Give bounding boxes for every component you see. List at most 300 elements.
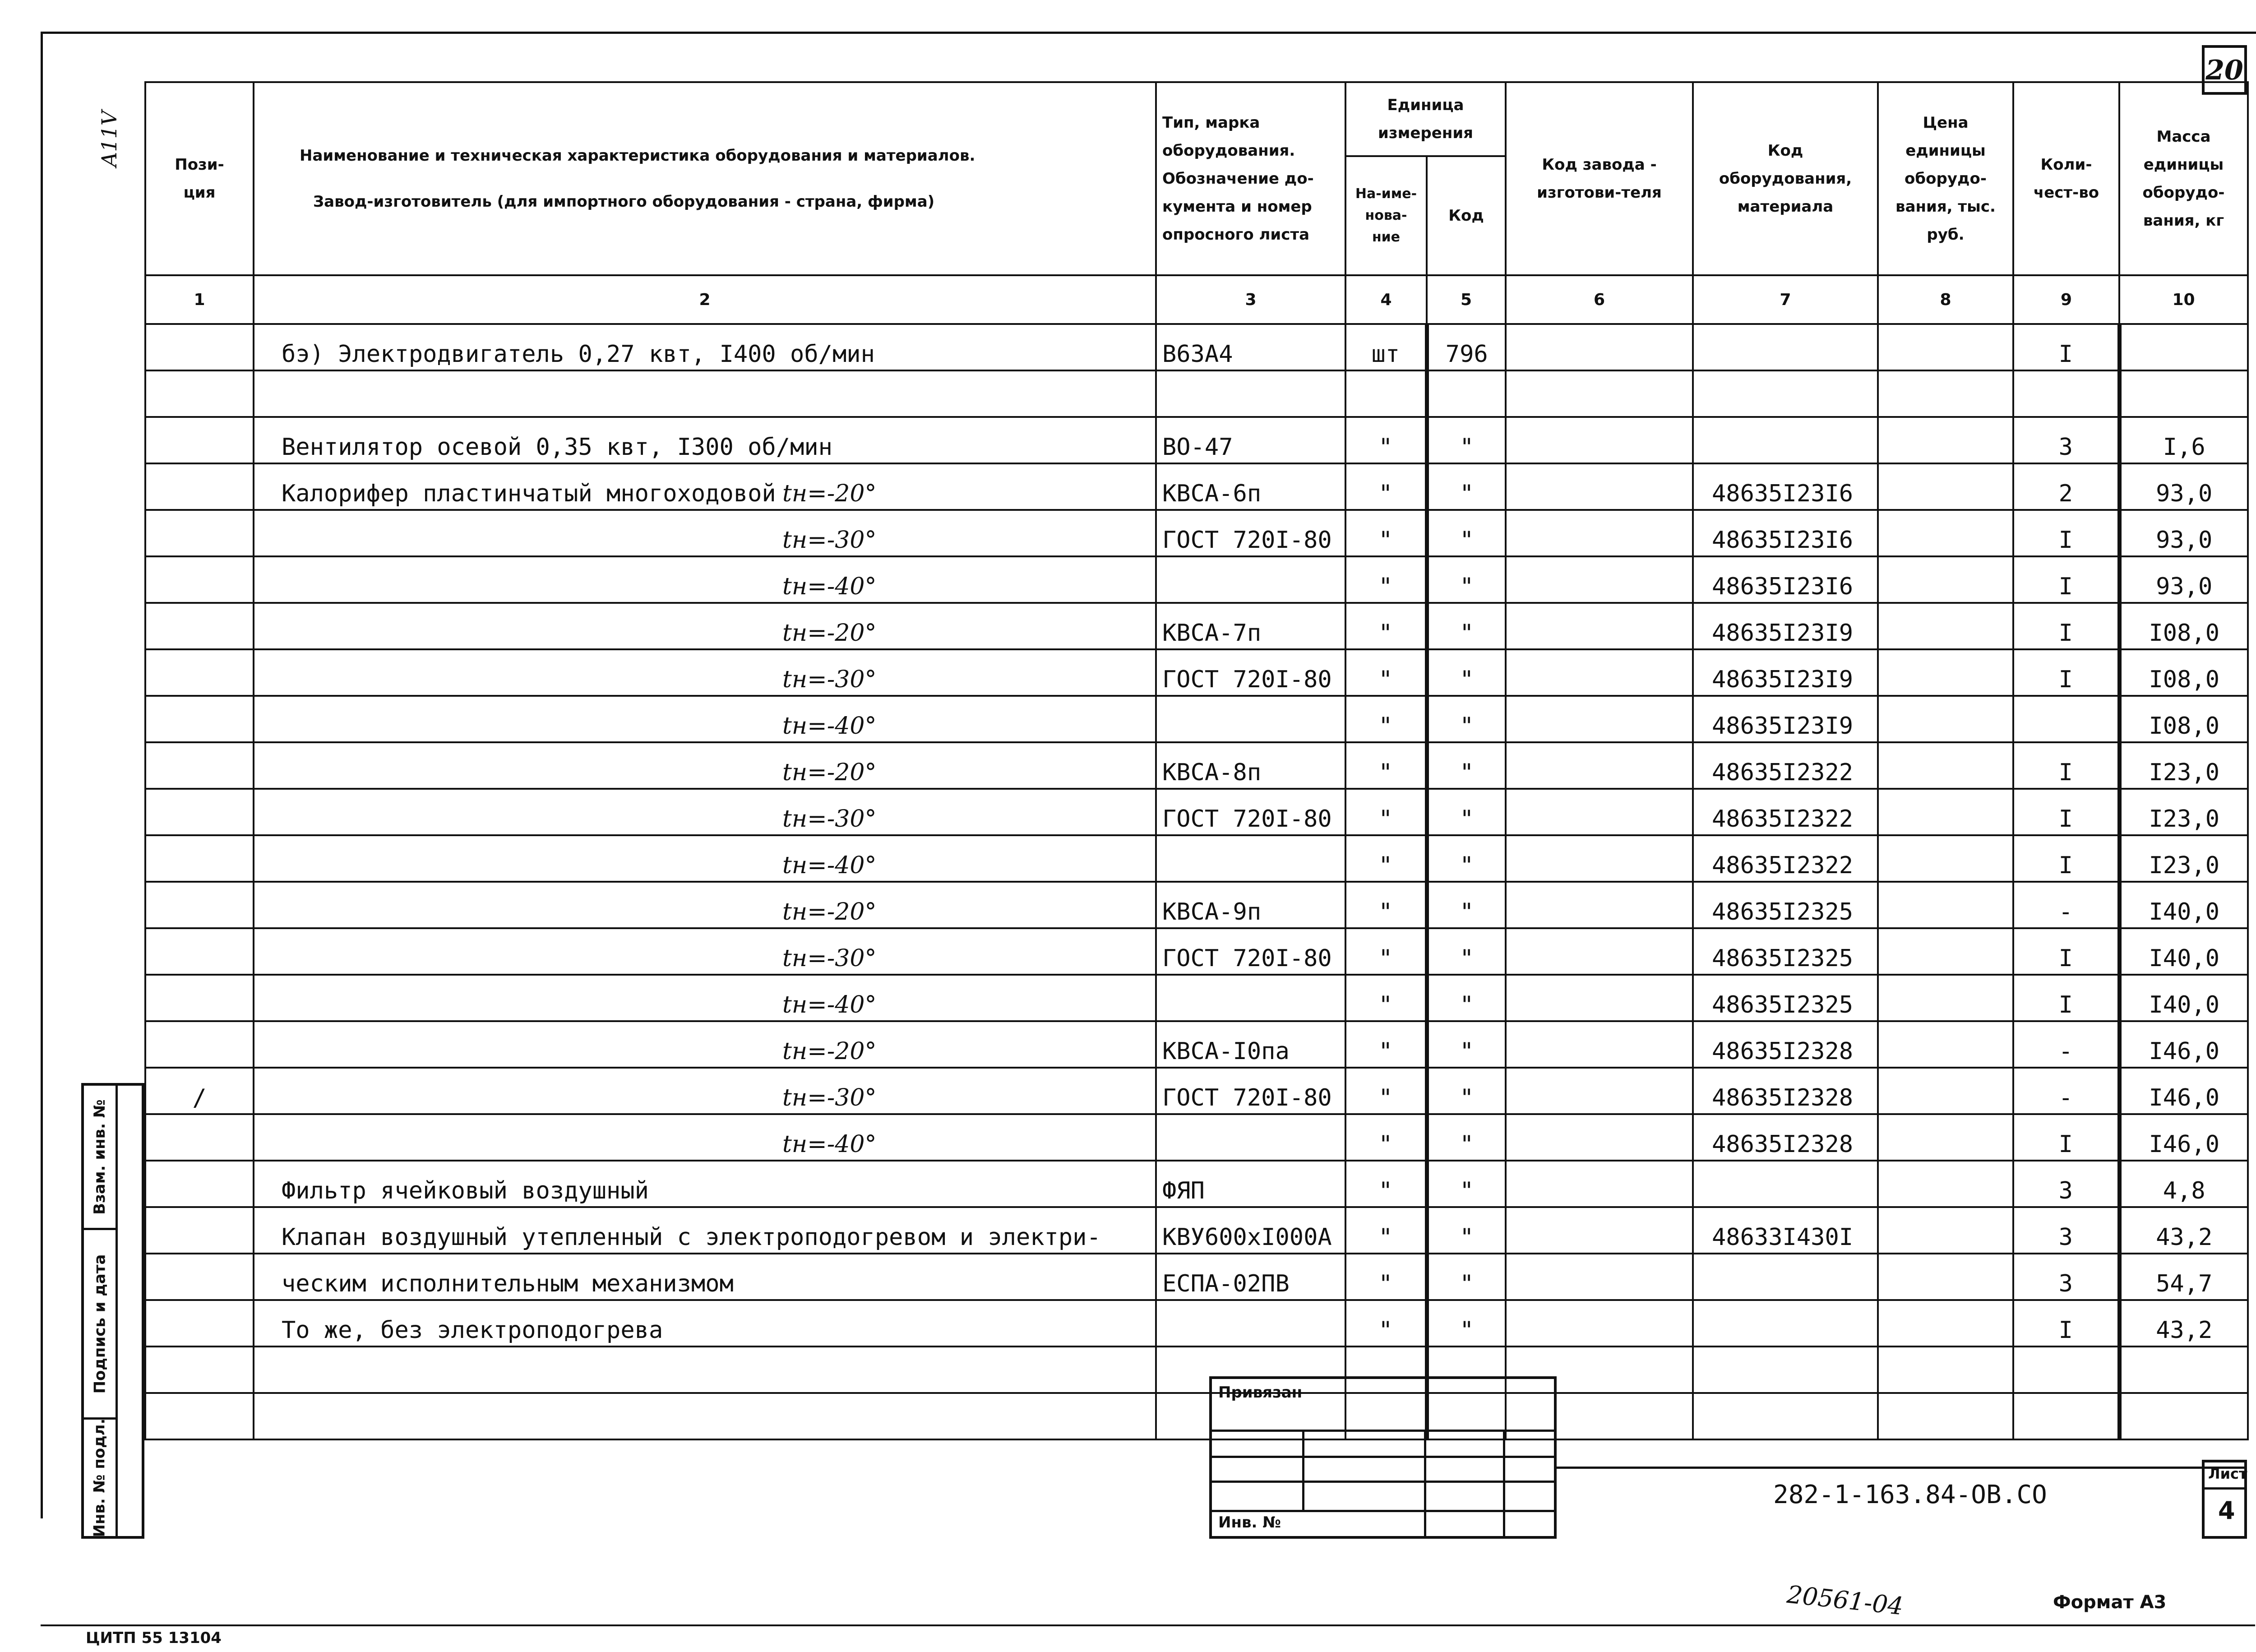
cell-qty: I [2013, 510, 2119, 556]
table-row [145, 1300, 2248, 1347]
cell-name: Калорифер пластинчатый многоходовой tн=-20° [254, 463, 1156, 510]
cell-plant [1506, 742, 1693, 789]
cell-plant [1506, 370, 1693, 417]
cell-plant [1506, 882, 1693, 928]
cell-pos [145, 417, 254, 463]
bottom-baseline [41, 1624, 2255, 1626]
cell-name [254, 1068, 1156, 1114]
cell-price [1878, 1114, 2013, 1161]
cell-equip: 48635I2328 [1693, 1021, 1878, 1068]
cell-mass [2119, 1347, 2248, 1393]
cell-unit: " [1345, 556, 1427, 603]
cell-equip: 48635I2325 [1693, 928, 1878, 975]
temperature-label: tн=-40° [782, 852, 877, 879]
sheet-label: Лист [2208, 1465, 2247, 1482]
cell-unit: " [1345, 603, 1427, 649]
cell-type: ГОСТ 720I-80 [1156, 510, 1345, 556]
cell-unit: " [1345, 1114, 1427, 1161]
temperature-label: tн=-20° [782, 480, 877, 507]
header-price: Цена единицы оборудо-вания, тыс. руб. [1878, 82, 2013, 275]
cell-type: КВСА-6п [1156, 463, 1345, 510]
cell-mass: 43,2 [2119, 1207, 2248, 1254]
cell-mass: I40,0 [2119, 975, 2248, 1021]
cell-name [254, 510, 1156, 556]
cell-code: " [1427, 928, 1506, 975]
cell-plant [1506, 1254, 1693, 1300]
cell-equip: 48635I2322 [1693, 835, 1878, 882]
cell-code: " [1427, 696, 1506, 742]
cell-code: " [1427, 882, 1506, 928]
cell-mass: 4,8 [2119, 1161, 2248, 1207]
bottom-left-code: ЦИТП 55 13104 [86, 1629, 222, 1647]
cell-equip [1693, 1254, 1878, 1300]
temperature-label: tн=-40° [782, 991, 877, 1018]
cell-type: ГОСТ 720I-80 [1156, 649, 1345, 696]
cell-code: " [1427, 1021, 1506, 1068]
cell-pos [145, 463, 254, 510]
cell-code: " [1427, 510, 1506, 556]
cell-pos [145, 882, 254, 928]
header-mass: Масса единицы оборудо-вания, кг [2119, 82, 2248, 275]
cell-type [1156, 835, 1345, 882]
cell-equip [1693, 1393, 1878, 1439]
cell-qty: - [2013, 882, 2119, 928]
cell-code: " [1427, 603, 1506, 649]
table-row [145, 882, 2248, 928]
table-row [145, 835, 2248, 882]
temperature-label: tн=-40° [782, 713, 877, 740]
cell-price [1878, 882, 2013, 928]
cell-unit: " [1345, 463, 1427, 510]
cell-qty [2013, 370, 2119, 417]
cell-unit: шт [1345, 324, 1427, 370]
cell-code: " [1427, 463, 1506, 510]
cell-plant [1506, 928, 1693, 975]
cell-type: ЕСПА-02ПВ [1156, 1254, 1345, 1300]
cell-type: КВСА-8п [1156, 742, 1345, 789]
table-row [145, 1254, 2248, 1300]
cell-qty: 3 [2013, 1254, 2119, 1300]
header-row [145, 82, 2248, 156]
cell-unit [1345, 370, 1427, 417]
side-stamp [81, 1083, 144, 1539]
header-pos: Пози- ция [145, 82, 254, 275]
cell-price [1878, 649, 2013, 696]
cell-plant [1506, 603, 1693, 649]
cell-unit: " [1345, 696, 1427, 742]
cell-mass: I23,0 [2119, 742, 2248, 789]
cell-code: " [1427, 1161, 1506, 1207]
cell-code: " [1427, 789, 1506, 835]
cell-price [1878, 742, 2013, 789]
specification-table [144, 81, 2249, 1440]
cell-equip: 48635I23I9 [1693, 603, 1878, 649]
cell-pos [145, 1254, 254, 1300]
header-unit: Единица измерения [1345, 82, 1506, 156]
document-code: 282-1-163.84-ОВ.СО [1773, 1480, 2047, 1509]
cell-equip: 48635I2325 [1693, 882, 1878, 928]
cell-name [254, 696, 1156, 742]
cell-name [254, 1021, 1156, 1068]
cell-price [1878, 1207, 2013, 1254]
cell-name [254, 1114, 1156, 1161]
cell-price [1878, 975, 2013, 1021]
cell-type: ГОСТ 720I-80 [1156, 928, 1345, 975]
cell-plant [1506, 789, 1693, 835]
cell-qty: I [2013, 556, 2119, 603]
cell-qty [2013, 1393, 2119, 1439]
cell-name [254, 1347, 1156, 1393]
cell-pos [145, 789, 254, 835]
table-row [145, 975, 2248, 1021]
cell-type: ГОСТ 720I-80 [1156, 1068, 1345, 1114]
cell-qty: - [2013, 1021, 2119, 1068]
temperature-label: tн=-40° [782, 573, 877, 600]
cell-pos [145, 742, 254, 789]
cell-price [1878, 603, 2013, 649]
cell-unit: " [1345, 1300, 1427, 1347]
sheet-box [2202, 1460, 2247, 1539]
cell-plant [1506, 1068, 1693, 1114]
cell-type: КВСА-9п [1156, 882, 1345, 928]
header-name: Наименование и техническая характеристика оборудования и материалов. Завод-изготовитель (для импортного оборудования - страна, фирма) [254, 82, 1156, 275]
cell-unit: " [1345, 1254, 1427, 1300]
cell-name [254, 370, 1156, 417]
cell-pos [145, 649, 254, 696]
cell-code: " [1427, 742, 1506, 789]
cell-mass [2119, 324, 2248, 370]
cell-unit: " [1345, 789, 1427, 835]
cell-qty: 3 [2013, 1161, 2119, 1207]
cell-unit: " [1345, 417, 1427, 463]
side-cell-inv-orig: Инв. № подл. [91, 1418, 109, 1537]
temperature-label: tн=-20° [782, 620, 877, 647]
cell-code: " [1427, 1254, 1506, 1300]
cell-price [1878, 556, 2013, 603]
cell-code: " [1427, 1114, 1506, 1161]
cell-name: Фильтр ячейковый воздушный [254, 1161, 1156, 1207]
cell-pos [145, 1347, 254, 1393]
side-cell-replace-inv: Взам. инв. № [84, 1086, 116, 1230]
cell-price [1878, 1068, 2013, 1114]
cell-pos [145, 1021, 254, 1068]
cell-price [1878, 1161, 2013, 1207]
cell-name [254, 789, 1156, 835]
cell-mass: I40,0 [2119, 882, 2248, 928]
cell-price [1878, 370, 2013, 417]
cell-pos [145, 835, 254, 882]
cell-qty: I [2013, 324, 2119, 370]
cell-equip: 48635I2328 [1693, 1114, 1878, 1161]
cell-unit: " [1345, 1068, 1427, 1114]
cell-code: " [1427, 1207, 1506, 1254]
cell-mass: I08,0 [2119, 649, 2248, 696]
cell-type [1156, 370, 1345, 417]
table-row [145, 324, 2248, 370]
cell-unit: " [1345, 835, 1427, 882]
cell-price [1878, 1021, 2013, 1068]
cell-qty: 2 [2013, 463, 2119, 510]
cell-name [254, 835, 1156, 882]
cell-price [1878, 324, 2013, 370]
cell-type: ФЯП [1156, 1161, 1345, 1207]
cell-mass: 93,0 [2119, 463, 2248, 510]
cell-equip: 48635I2325 [1693, 975, 1878, 1021]
cell-unit: " [1345, 882, 1427, 928]
cell-price [1878, 1254, 2013, 1300]
table-row [145, 649, 2248, 696]
table-row [145, 1161, 2248, 1207]
cell-equip: 48635I23I9 [1693, 649, 1878, 696]
cell-plant [1506, 649, 1693, 696]
cell-qty: I [2013, 835, 2119, 882]
title-block-line [1557, 1467, 2247, 1469]
cell-mass: I46,0 [2119, 1114, 2248, 1161]
cell-type [1156, 975, 1345, 1021]
cell-qty: 3 [2013, 1207, 2119, 1254]
cell-type: ГОСТ 720I-80 [1156, 789, 1345, 835]
cell-price [1878, 696, 2013, 742]
table-row [145, 928, 2248, 975]
cell-unit: " [1345, 510, 1427, 556]
cell-pos [145, 1207, 254, 1254]
table-row [145, 1068, 2248, 1114]
temperature-label: tн=-40° [782, 1131, 877, 1158]
table-row [145, 1347, 2248, 1393]
cell-equip: 48635I2322 [1693, 742, 1878, 789]
cell-plant [1506, 510, 1693, 556]
cell-code: " [1427, 835, 1506, 882]
cell-equip: 48633I430I [1693, 1207, 1878, 1254]
cell-mass: 54,7 [2119, 1254, 2248, 1300]
cell-plant [1506, 696, 1693, 742]
cell-mass: 43,2 [2119, 1300, 2248, 1347]
cell-mass [2119, 370, 2248, 417]
cell-plant [1506, 1021, 1693, 1068]
cell-name [254, 649, 1156, 696]
cell-qty: I [2013, 975, 2119, 1021]
cell-name [254, 928, 1156, 975]
table-row [145, 1393, 2248, 1439]
cell-unit: " [1345, 1021, 1427, 1068]
cell-qty [2013, 1347, 2119, 1393]
cell-pos [145, 510, 254, 556]
cell-type [1156, 696, 1345, 742]
cell-qty: I [2013, 1114, 2119, 1161]
cell-name: бэ) Электродвигатель 0,27 квт, I400 об/мин [254, 324, 1156, 370]
temperature-label: tн=-30° [782, 527, 877, 554]
cell-type [1156, 556, 1345, 603]
cell-equip: 48635I23I6 [1693, 510, 1878, 556]
cell-equip [1693, 1161, 1878, 1207]
cell-pos [145, 696, 254, 742]
cell-plant [1506, 975, 1693, 1021]
side-cell-signature: Подпись и дата [84, 1230, 116, 1420]
cell-name: Клапан воздушный утепленный с электроподогревом и электри- [254, 1207, 1156, 1254]
binding-stamp [1209, 1376, 1557, 1539]
cell-qty [2013, 696, 2119, 742]
cell-unit: " [1345, 928, 1427, 975]
cell-mass: I46,0 [2119, 1068, 2248, 1114]
cell-type: КВСА-7п [1156, 603, 1345, 649]
header-plant-code: Код завода - изготови-теля [1506, 82, 1693, 275]
cell-mass: I23,0 [2119, 789, 2248, 835]
corner-mark: A11V [97, 111, 121, 167]
cell-type [1156, 1114, 1345, 1161]
cell-type: В63А4 [1156, 324, 1345, 370]
table-row [145, 742, 2248, 789]
cell-plant [1506, 1207, 1693, 1254]
cell-pos [145, 1161, 254, 1207]
cell-name: ческим исполнительным механизмом [254, 1254, 1156, 1300]
table-row [145, 510, 2248, 556]
header-unit-code: Код [1427, 156, 1506, 275]
handwritten-number: 20561-04 [1785, 1580, 1905, 1621]
cell-equip: 48635I2322 [1693, 789, 1878, 835]
cell-qty: I [2013, 603, 2119, 649]
cell-name: То же, без электроподогрева [254, 1300, 1156, 1347]
cell-pos [145, 1300, 254, 1347]
cell-code [1427, 370, 1506, 417]
column-number-row: 1 2 3 4 5 6 7 8 9 10 [145, 275, 2248, 324]
cell-pos [145, 324, 254, 370]
cell-qty: I [2013, 649, 2119, 696]
cell-mass [2119, 1393, 2248, 1439]
cell-qty: - [2013, 1068, 2119, 1114]
cell-pos [145, 370, 254, 417]
header-type: Тип, марка оборудования. Обозначение до-кумента и номер опросного листа [1156, 82, 1345, 275]
cell-code: " [1427, 417, 1506, 463]
cell-name [254, 603, 1156, 649]
cell-equip [1693, 1300, 1878, 1347]
temperature-label: tн=-20° [782, 898, 877, 925]
format-label: Формат А3 [2053, 1592, 2167, 1613]
cell-equip [1693, 417, 1878, 463]
cell-price [1878, 835, 2013, 882]
temperature-label: tн=-20° [782, 759, 877, 786]
temperature-label: tн=-30° [782, 1084, 877, 1111]
cell-plant [1506, 1161, 1693, 1207]
cell-code: " [1427, 1300, 1506, 1347]
cell-name [254, 556, 1156, 603]
cell-price [1878, 1393, 2013, 1439]
cell-pos [145, 928, 254, 975]
table-row [145, 556, 2248, 603]
cell-mass: I,6 [2119, 417, 2248, 463]
cell-pos [145, 1393, 254, 1439]
cell-price [1878, 1300, 2013, 1347]
cell-name [254, 975, 1156, 1021]
sheet-value: 4 [2218, 1496, 2235, 1525]
table-row [145, 417, 2248, 463]
cell-price [1878, 417, 2013, 463]
cell-pos [145, 975, 254, 1021]
cell-price [1878, 510, 2013, 556]
cell-code: " [1427, 975, 1506, 1021]
table-row [145, 603, 2248, 649]
stamp-inv-label: Инв. № [1218, 1513, 1281, 1532]
cell-code: " [1427, 649, 1506, 696]
cell-type: КВСА-I0па [1156, 1021, 1345, 1068]
cell-mass: I23,0 [2119, 835, 2248, 882]
table-row [145, 1114, 2248, 1161]
cell-mass: 93,0 [2119, 510, 2248, 556]
temperature-label: tн=-20° [782, 1038, 877, 1065]
cell-equip [1693, 370, 1878, 417]
cell-pos [145, 603, 254, 649]
cell-plant [1506, 1114, 1693, 1161]
cell-qty: I [2013, 1300, 2119, 1347]
header-equip-code: Код оборудования, материала [1693, 82, 1878, 275]
cell-pos: / [145, 1068, 254, 1114]
temperature-label: tн=-30° [782, 945, 877, 972]
cell-code: " [1427, 556, 1506, 603]
cell-plant [1506, 324, 1693, 370]
cell-qty: I [2013, 928, 2119, 975]
cell-mass: I08,0 [2119, 603, 2248, 649]
cell-name [254, 882, 1156, 928]
cell-equip: 48635I23I6 [1693, 463, 1878, 510]
temperature-label: tн=-30° [782, 666, 877, 693]
cell-equip: 48635I23I6 [1693, 556, 1878, 603]
cell-name [254, 1393, 1156, 1439]
cell-name [254, 742, 1156, 789]
cell-type [1156, 1300, 1345, 1347]
table-row [145, 463, 2248, 510]
cell-unit: " [1345, 649, 1427, 696]
cell-plant [1506, 556, 1693, 603]
cell-pos [145, 556, 254, 603]
cell-unit: " [1345, 975, 1427, 1021]
cell-mass: 93,0 [2119, 556, 2248, 603]
cell-mass: I46,0 [2119, 1021, 2248, 1068]
table-row [145, 696, 2248, 742]
cell-name: Вентилятор осевой 0,35 квт, I300 об/мин [254, 417, 1156, 463]
cell-equip: 48635I2328 [1693, 1068, 1878, 1114]
cell-equip: 48635I23I9 [1693, 696, 1878, 742]
cell-equip [1693, 1347, 1878, 1393]
cell-qty: I [2013, 789, 2119, 835]
cell-mass: I40,0 [2119, 928, 2248, 975]
cell-type: ВО-47 [1156, 417, 1345, 463]
table-row [145, 1207, 2248, 1254]
table-row [145, 1021, 2248, 1068]
cell-plant [1506, 463, 1693, 510]
cell-equip [1693, 324, 1878, 370]
cell-price [1878, 463, 2013, 510]
cell-plant [1506, 1300, 1693, 1347]
sheet-number: 20 [2205, 55, 2243, 86]
cell-unit: " [1345, 1161, 1427, 1207]
cell-code: 796 [1427, 324, 1506, 370]
cell-pos [145, 1114, 254, 1161]
cell-qty: I [2013, 742, 2119, 789]
cell-unit: " [1345, 742, 1427, 789]
cell-qty: 3 [2013, 417, 2119, 463]
cell-type: КВУ600хI000А [1156, 1207, 1345, 1254]
stamp-bound-label: Привязан [1218, 1384, 1303, 1402]
cell-price [1878, 789, 2013, 835]
cell-plant [1506, 835, 1693, 882]
cell-price [1878, 1347, 2013, 1393]
table-row [145, 789, 2248, 835]
temperature-label: tн=-30° [782, 805, 877, 833]
cell-mass: I08,0 [2119, 696, 2248, 742]
cell-unit: " [1345, 1207, 1427, 1254]
cell-code: " [1427, 1068, 1506, 1114]
cell-plant [1506, 417, 1693, 463]
cell-price [1878, 928, 2013, 975]
